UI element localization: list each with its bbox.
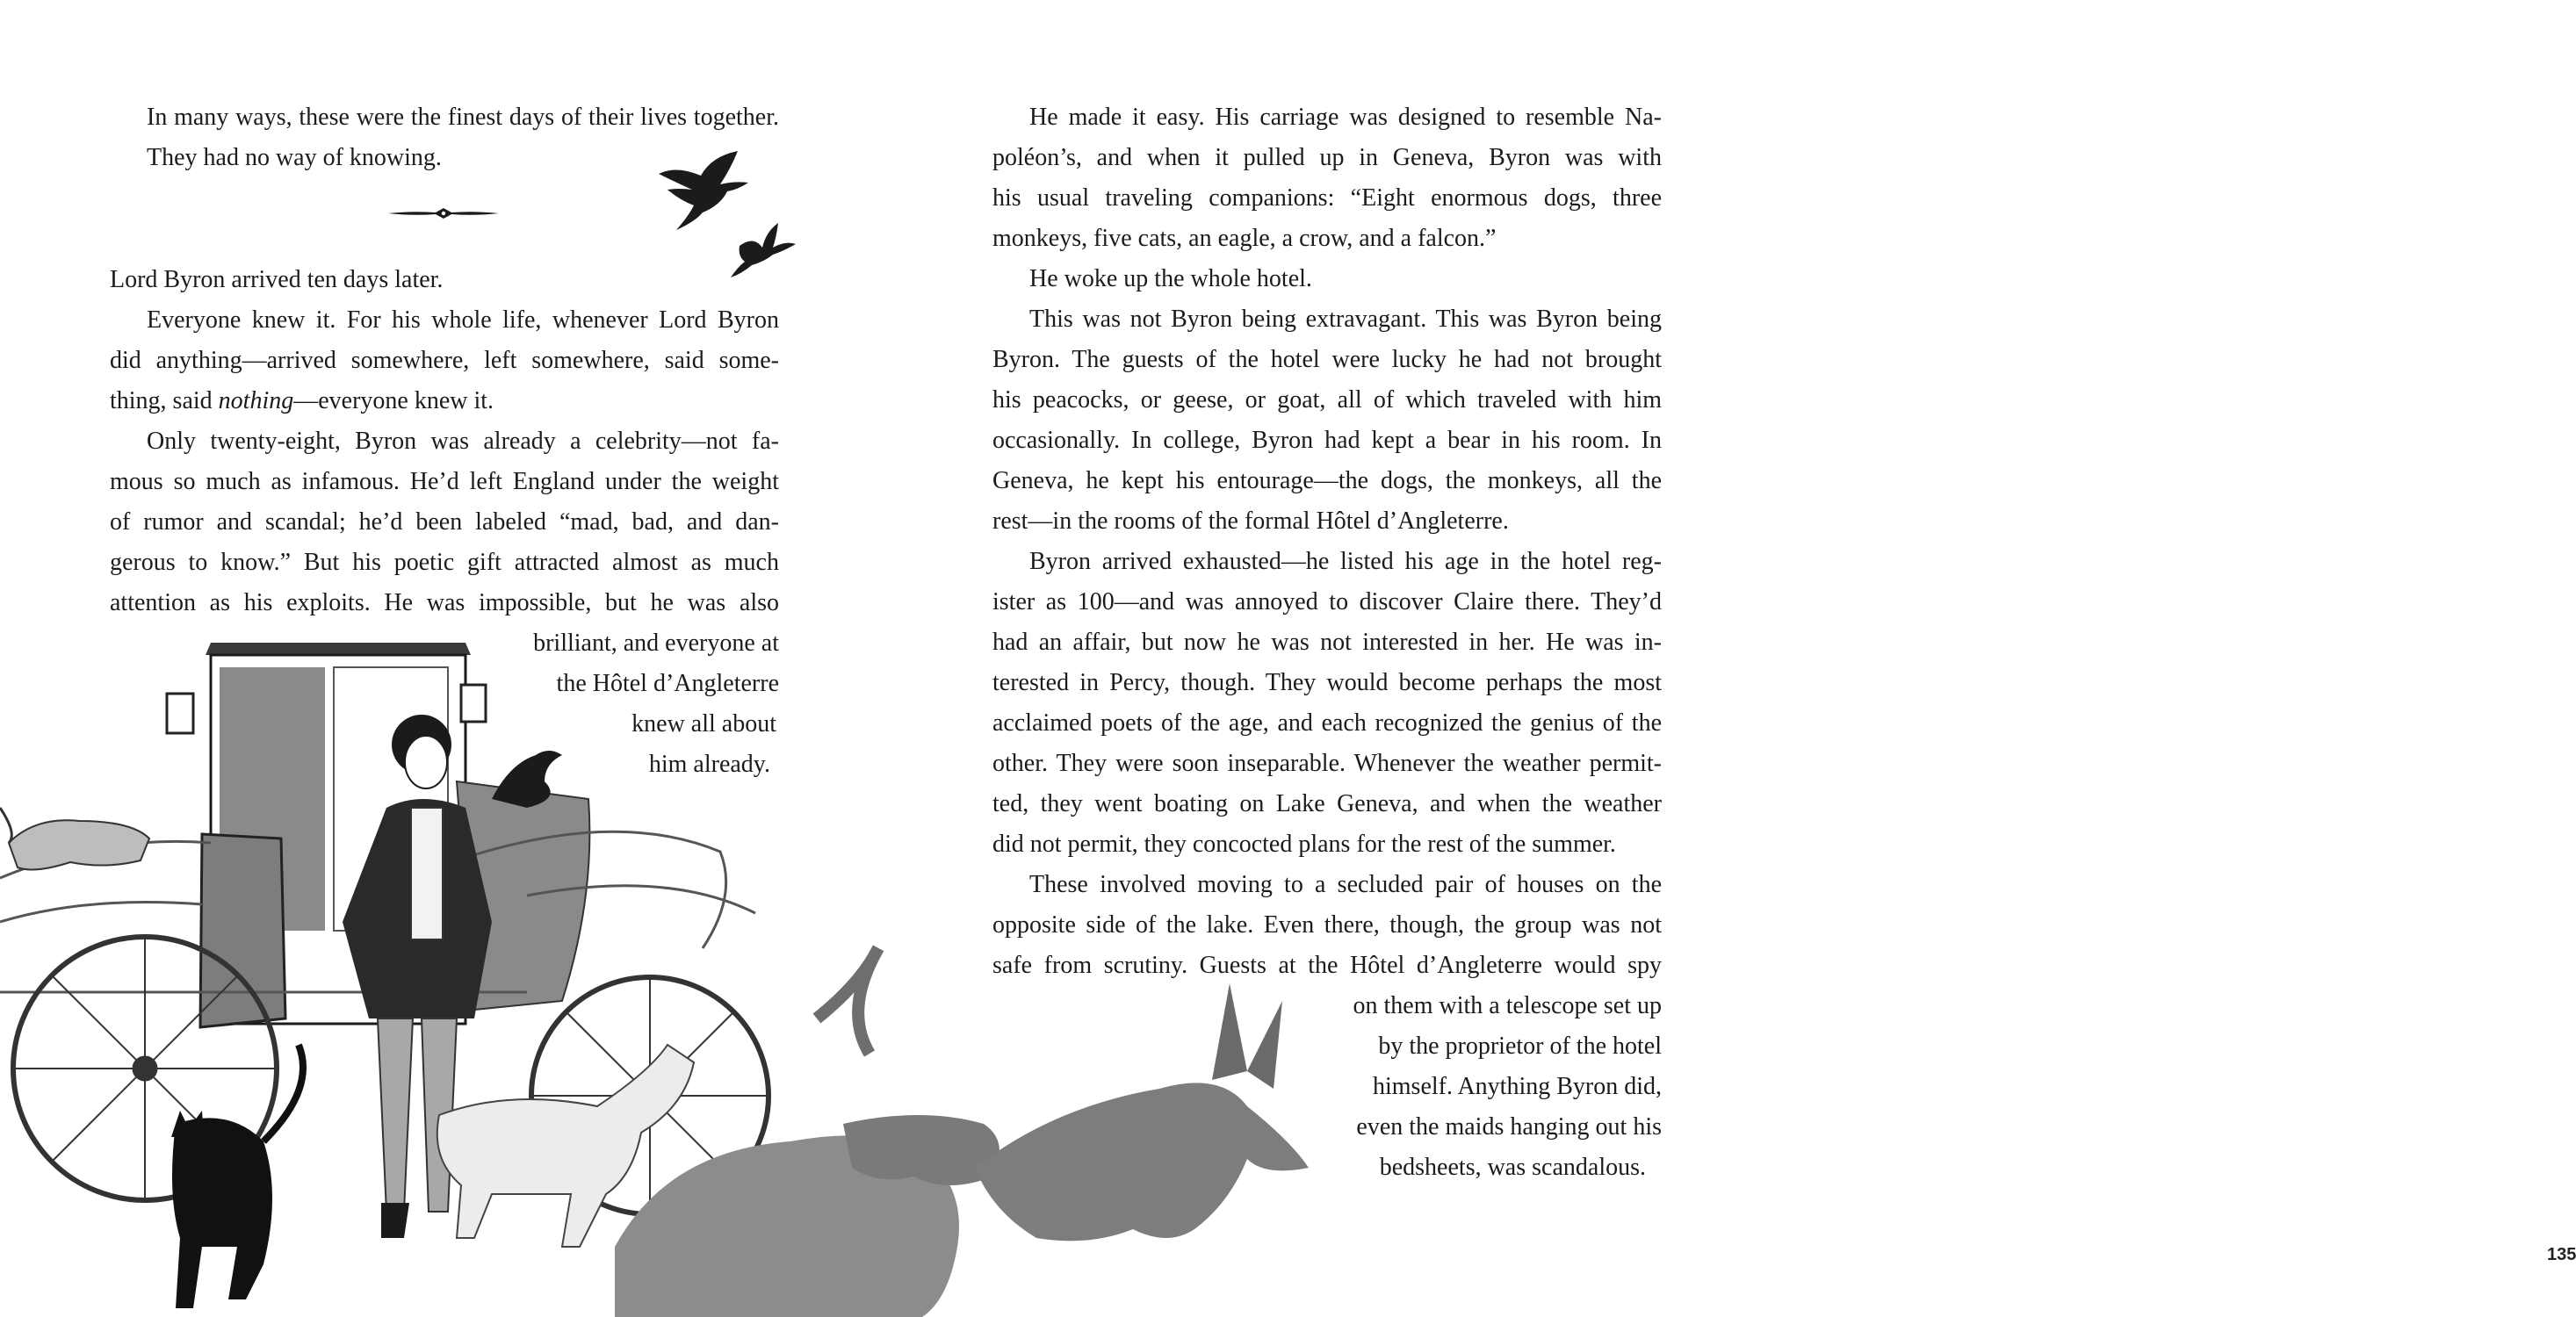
- text-line: [110, 381, 779, 421]
- text-line: ister as 100—and was annoyed to discover Claire there. They’d: [992, 588, 1662, 615]
- text-line: safe from scrutiny. Guests at the Hôtel d’Angleterre would spy: [992, 952, 1662, 979]
- text-line: Only twenty-eight, Byron was already a celebrity—not fa-: [147, 428, 779, 455]
- text-line: by the proprietor of the hotel: [1378, 1033, 1662, 1060]
- text-line: even the maids hanging out his: [1356, 1113, 1662, 1141]
- text-line: the Hôtel d’Angleterre: [556, 670, 779, 697]
- text-line: had an affair, but now he was not interested in her. He was in-: [992, 629, 1662, 656]
- gray-dog-left-icon: [615, 948, 999, 1317]
- text-line: on them with a telescope set up: [1353, 992, 1662, 1019]
- text-line: They had no way of knowing.: [147, 144, 442, 171]
- right-paragraph-3: [992, 299, 1662, 542]
- text-line: occasionally. In college, Byron had kept a bear in his room. In: [992, 427, 1662, 454]
- text-line: bedsheets, was scandalous.: [1379, 1154, 1646, 1181]
- text-line: In many ways, these were the finest days of their lives together.: [147, 104, 779, 131]
- left-paragraph-2: [110, 260, 779, 300]
- text-line: his peacocks, or geese, or goat, all of which traveled with him: [992, 386, 1662, 414]
- divider-ornament-icon: [386, 207, 501, 220]
- text-run: thing, said: [110, 387, 219, 414]
- text-line: opposite side of the lake. Even there, though, the group was not: [992, 911, 1662, 939]
- text-run: —everyone knew it.: [293, 387, 494, 414]
- text-line: ted, they went boating on Lake Geneva, and when the weather: [992, 790, 1662, 817]
- text-line: He made it easy. His carriage was designed to resemble Na-: [1029, 104, 1662, 131]
- text-line: attention as his exploits. He was impossible, but he was also: [110, 589, 779, 616]
- text-line: Byron arrived exhausted—he listed his age in the hotel reg-: [1029, 548, 1662, 575]
- text-line: did not permit, they concocted plans for the rest of the summer.: [992, 831, 1616, 858]
- page-number: 135: [2547, 1245, 2576, 1264]
- left-paragraph-3: [110, 300, 779, 421]
- text-line: rest—in the rooms of the formal Hôtel d’Angleterre.: [992, 507, 1509, 535]
- text-line: himself. Anything Byron did,: [1373, 1073, 1662, 1100]
- text-line: These involved moving to a secluded pair of houses on the: [1029, 871, 1662, 898]
- text-line: other. They were soon inseparable. Whenever the weather permit-: [992, 750, 1662, 777]
- text-line: Everyone knew it. For his whole life, whenever Lord Byron: [147, 306, 779, 334]
- text-line: did anything—arrived somewhere, left somewhere, said some-: [110, 347, 779, 374]
- text-line: This was not Byron being extravagant. This was Byron being: [1029, 306, 1662, 333]
- text-line: mous so much as infamous. He’d left England under the weight: [110, 468, 779, 495]
- text-line: acclaimed poets of the age, and each recognized the genius of the: [992, 709, 1662, 737]
- text-line: Lord Byron arrived ten days later.: [110, 266, 444, 293]
- text-line: poléon’s, and when it pulled up in Geneva, Byron was with: [992, 144, 1662, 171]
- text-line: gerous to know.” But his poetic gift attracted almost as much: [110, 549, 779, 576]
- right-paragraph-1: [992, 97, 1662, 259]
- text-line: He woke up the whole hotel.: [1029, 265, 1312, 292]
- text-line: monkeys, five cats, an eagle, a crow, and a falcon.”: [992, 225, 1497, 252]
- text-line: his usual traveling companions: “Eight enormous dogs, three: [992, 184, 1662, 212]
- tabby-cat-icon: [0, 808, 149, 869]
- carriage-and-animals-illustration: [0, 632, 1317, 1317]
- text-line: of rumor and scandal; he’d been labeled “mad, bad, and dan-: [110, 508, 779, 536]
- text-line: him already.: [648, 751, 770, 778]
- text-line: brilliant, and everyone at: [533, 630, 779, 657]
- text-line: Geneva, he kept his entourage—the dogs, the monkeys, all the: [992, 467, 1662, 494]
- right-paragraph-2: [992, 259, 1662, 299]
- text-line: Byron. The guests of the hotel were lucky he had not brought: [992, 346, 1662, 373]
- gray-dog-right-icon: [975, 983, 1309, 1241]
- text-line: knew all about: [631, 710, 776, 738]
- italic-word: nothing: [218, 387, 294, 414]
- black-cat-icon: [171, 1045, 303, 1308]
- text-line: terested in Percy, though. They would become perhaps the most: [992, 669, 1662, 696]
